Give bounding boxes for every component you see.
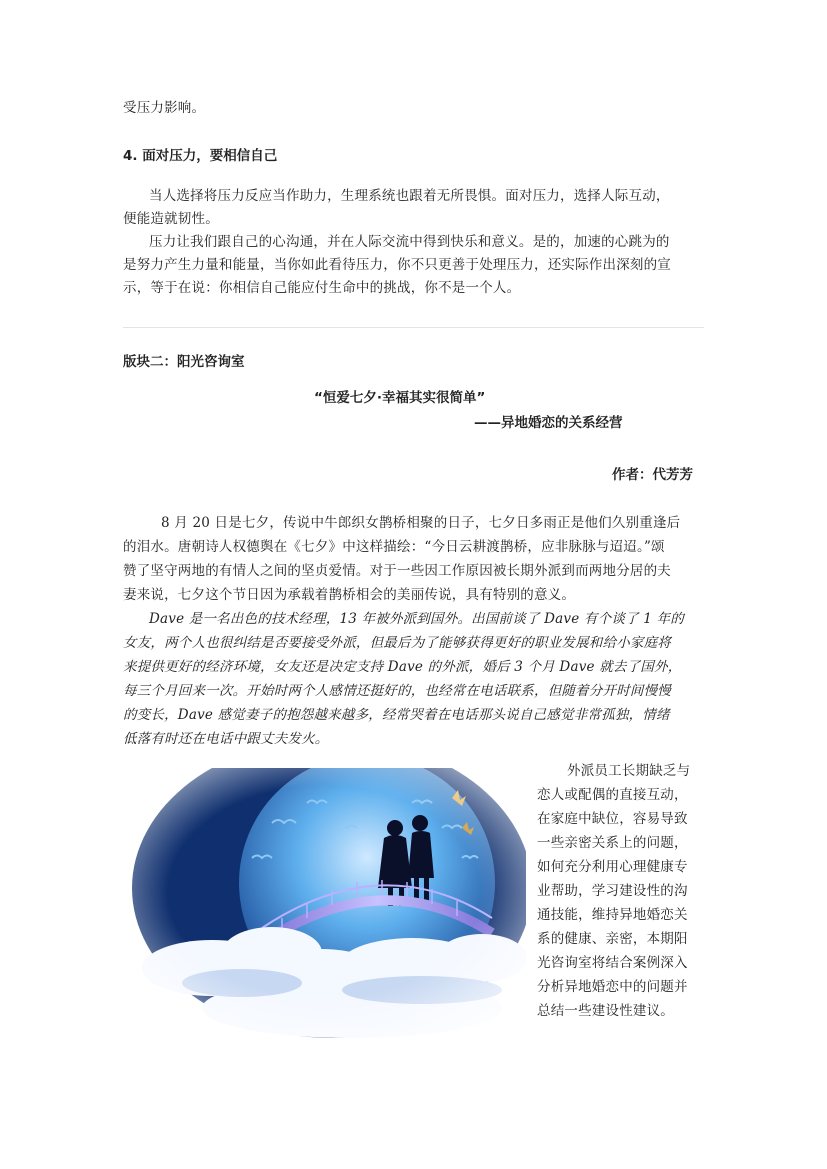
paragraph-line: 当人选择将压力反应当作助力，生理系统也跟着无所畏惧。面对压力，选择人际互动，	[149, 188, 670, 204]
paragraph-line: 每三个月回来一次。开始时两个人感情还挺好的，也经常在电话联系，但随着分开时间慢慢	[123, 683, 671, 699]
paragraph-line: 的泪水。唐朝诗人权德舆在《七夕》中这样描绘：“今日云耕渡鹊桥，应非脉脉与迢迢。”颂	[123, 539, 665, 555]
side-text-line: 光咨询室将结合案例深入	[537, 955, 688, 971]
paragraph-line: 是努力产生力量和能量，当你如此看待压力，你不只更善于处理压力，还实际作出深刻的宣	[123, 257, 671, 273]
paragraph-line: 的变长，Dave 感觉妻子的抱怨越来越多，经常哭着在电话那头说自己感觉非常孤独，情绪	[123, 707, 670, 723]
block-label: 版块二：阳光咨询室	[123, 354, 245, 370]
article-title: “恒爱七夕·幸福其实很简单”	[314, 390, 486, 406]
side-text-line: 在家庭中缺位，容易导致	[537, 811, 688, 827]
paragraph-line: 低落有时还在电话中跟丈夫发火。	[123, 731, 329, 747]
qixi-bridge-illustration	[122, 768, 526, 1043]
paragraph-line: 压力让我们跟自己的心沟通，并在人际交流中得到快乐和意义。是的，加速的心跳为的	[149, 234, 670, 250]
side-text-line: 总结一些建设性建议。	[537, 1003, 674, 1019]
side-text-line: 一些亲密关系上的问题，	[537, 835, 688, 851]
side-text-line: 系的健康、亲密，本期阳	[537, 931, 688, 947]
side-text-line: 如何充分利用心理健康专	[537, 859, 688, 875]
section-heading: 4. 面对压力，要相信自己	[123, 148, 278, 164]
paragraph-line: 便能造就韧性。	[123, 211, 219, 227]
side-text-line: 恋人或配偶的直接互动，	[537, 787, 688, 803]
article-author: 作者：代芳芳	[612, 467, 693, 483]
paragraph-line: 女友，两个人也很纠结是否要接受外派，但最后为了能够获得更好的职业发展和给小家庭将	[123, 635, 671, 651]
side-text-line: 业帮助，学习建设性的沟	[537, 883, 688, 899]
paragraph-line: Dave 是一名出色的技术经理，13 年被外派到国外。出国前谈了 Dave 有个谈了 1 年的	[149, 611, 684, 627]
paragraph-line: 妻来说，七夕这个节日因为承载着鹊桥相会的美丽传说，具有特别的意义。	[123, 587, 576, 603]
paragraph-line: 来提供更好的经济环境，女友还是决定支持 Dave 的外派，婚后 3 个月 Dave 就去了国外，	[123, 659, 682, 675]
side-text-line: 通技能，维持异地婚恋关	[537, 907, 688, 923]
side-text-line: 外派员工长期缺乏与	[567, 763, 691, 779]
paragraph-line: 8 月 20 日是七夕，传说中牛郎织女鹊桥相聚的日子，七夕日多雨正是他们久别重逢后	[161, 515, 681, 531]
illustration-svg	[122, 768, 526, 1043]
intro-line: 受压力影响。	[123, 100, 206, 116]
article-subtitle: ——异地婚恋的关系经营	[474, 415, 623, 431]
section-divider	[123, 327, 704, 328]
side-text-line: 分析异地婚恋中的问题并	[537, 979, 688, 995]
paragraph-line: 赞了坚守两地的有情人之间的坚贞爱情。对于一些因工作原因被长期外派到而两地分居的夫	[123, 563, 671, 579]
paragraph-line: 示，等于在说：你相信自己能应付生命中的挑战，你不是一个人。	[123, 280, 521, 296]
